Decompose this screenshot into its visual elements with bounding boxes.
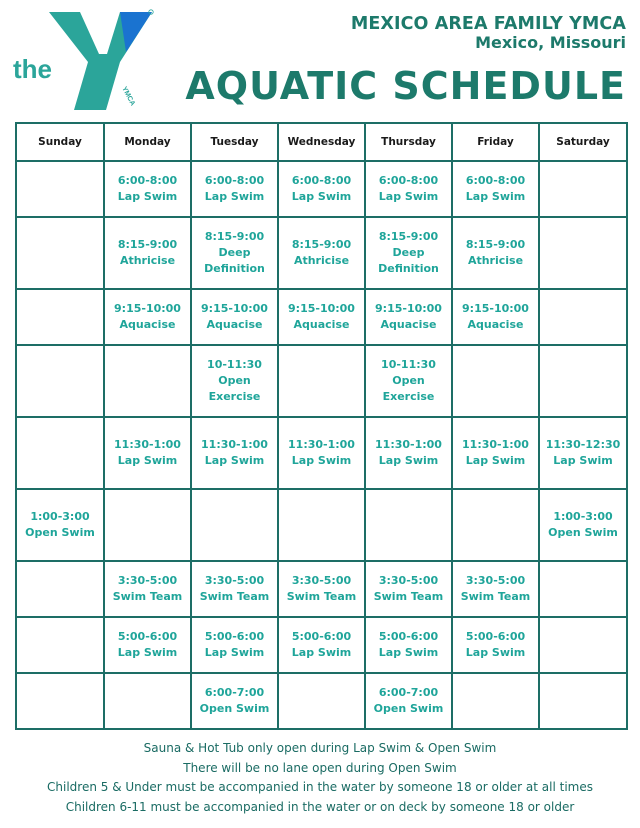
event-time: 9:15-10:00 bbox=[114, 302, 181, 315]
schedule-cell-tuesday bbox=[191, 673, 278, 729]
note-children-under-5: Children 5 & Under must be accompanied in the water by someone 18 or older at all times bbox=[47, 780, 593, 794]
schedule-table bbox=[15, 122, 628, 730]
schedule-cell-wednesday bbox=[278, 161, 365, 217]
event-name: Athricise bbox=[467, 254, 524, 267]
schedule-cell-wednesday bbox=[278, 489, 365, 561]
event-time: 6:00-7:00 bbox=[378, 686, 439, 699]
event-time: 10-11:30 bbox=[381, 358, 436, 371]
schedule-cell-tuesday bbox=[191, 217, 278, 289]
schedule-cell-sunday bbox=[16, 161, 104, 217]
schedule-cell-friday bbox=[452, 161, 539, 217]
event-name: Open Swim bbox=[548, 526, 618, 539]
schedule-cell-monday bbox=[104, 217, 191, 289]
schedule-row bbox=[16, 417, 627, 489]
schedule-cell-monday bbox=[104, 345, 191, 417]
event-name: Lap Swim bbox=[204, 190, 265, 203]
schedule-cell-monday bbox=[104, 673, 191, 729]
event-name: Lap Swim bbox=[378, 646, 439, 659]
schedule-cell-wednesday bbox=[278, 345, 365, 417]
schedule-cell-saturday bbox=[539, 617, 627, 673]
event-time: 3:30-5:00 bbox=[117, 574, 178, 587]
page-title: AQUATIC SCHEDULE bbox=[185, 64, 626, 108]
schedule-cell-wednesday bbox=[278, 561, 365, 617]
event-time: 5:00-6:00 bbox=[117, 630, 178, 643]
schedule-cell-thursday bbox=[365, 417, 452, 489]
event-name: Lap Swim bbox=[378, 190, 439, 203]
note-sauna: Sauna & Hot Tub only open during Lap Swim & Open Swim bbox=[143, 741, 497, 755]
event-time: 11:30-1:00 bbox=[462, 438, 529, 451]
event-name: Lap Swim bbox=[117, 190, 178, 203]
schedule-cell-tuesday bbox=[191, 561, 278, 617]
schedule-cell-friday bbox=[452, 217, 539, 289]
schedule-cell-monday bbox=[104, 561, 191, 617]
event-time: 1:00-3:00 bbox=[30, 510, 90, 523]
event-name: Athricise bbox=[119, 254, 176, 267]
org-name: MEXICO AREA FAMILY YMCA bbox=[350, 14, 626, 34]
event-name: Lap Swim bbox=[553, 454, 613, 467]
schedule-cell-sunday bbox=[16, 417, 104, 489]
schedule-cell-thursday bbox=[365, 289, 452, 345]
schedule-row bbox=[16, 673, 627, 729]
schedule-row bbox=[16, 617, 627, 673]
event-name: Aquacise bbox=[293, 318, 350, 331]
event-time: 5:00-6:00 bbox=[291, 630, 352, 643]
event-time: 8:15-9:00 bbox=[204, 230, 265, 243]
event-name: Athricise bbox=[293, 254, 350, 267]
ymca-logo bbox=[12, 6, 162, 112]
schedule-cell-friday bbox=[452, 289, 539, 345]
event-name: Swim Team bbox=[373, 590, 444, 603]
schedule-cell-thursday bbox=[365, 345, 452, 417]
event-name: Aquacise bbox=[380, 318, 437, 331]
event-name: Open Swim bbox=[199, 702, 270, 715]
event-time: 8:15-9:00 bbox=[465, 238, 526, 251]
logo-word: the bbox=[13, 54, 52, 84]
event-time: 9:15-10:00 bbox=[201, 302, 268, 315]
note-no-lane: There will be no lane open during Open Swim bbox=[183, 760, 457, 775]
schedule-cell-sunday bbox=[16, 217, 104, 289]
schedule-cell-tuesday bbox=[191, 617, 278, 673]
day-header-row bbox=[16, 123, 627, 161]
schedule-row bbox=[16, 217, 627, 289]
event-name: Open Swim bbox=[25, 526, 95, 539]
event-time: 11:30-12:30 bbox=[545, 438, 621, 451]
schedule-cell-saturday bbox=[539, 673, 627, 729]
schedule-cell-wednesday bbox=[278, 673, 365, 729]
schedule-cell-saturday bbox=[539, 561, 627, 617]
event-name: Aquacise bbox=[206, 318, 263, 331]
schedule-cell-wednesday bbox=[278, 417, 365, 489]
event-time: 9:15-10:00 bbox=[288, 302, 355, 315]
schedule-cell-thursday bbox=[365, 561, 452, 617]
event-name: Lap Swim bbox=[465, 190, 526, 203]
schedule-cell-thursday bbox=[365, 489, 452, 561]
event-name: Lap Swim bbox=[204, 454, 265, 467]
schedule-cell-monday bbox=[104, 289, 191, 345]
event-time: 6:00-8:00 bbox=[465, 174, 526, 187]
schedule-row bbox=[16, 489, 627, 561]
event-time: 6:00-8:00 bbox=[204, 174, 265, 187]
event-time: 5:00-6:00 bbox=[465, 630, 526, 643]
event-time: 6:00-7:00 bbox=[204, 686, 265, 699]
schedule-header bbox=[16, 123, 627, 161]
event-time: 1:00-3:00 bbox=[553, 510, 613, 523]
schedule-cell-saturday bbox=[539, 489, 627, 561]
schedule-cell-saturday bbox=[539, 345, 627, 417]
event-time: 11:30-1:00 bbox=[201, 438, 268, 451]
schedule-cell-thursday bbox=[365, 673, 452, 729]
event-time: 9:15-10:00 bbox=[462, 302, 529, 315]
schedule-row bbox=[16, 561, 627, 617]
schedule-cell-wednesday bbox=[278, 217, 365, 289]
event-name: Lap Swim bbox=[291, 190, 352, 203]
event-name: Definition bbox=[204, 262, 265, 275]
schedule-cell-tuesday bbox=[191, 345, 278, 417]
event-time: 9:15-10:00 bbox=[375, 302, 442, 315]
event-name: Lap Swim bbox=[117, 646, 178, 659]
schedule-cell-wednesday bbox=[278, 617, 365, 673]
event-time: 6:00-8:00 bbox=[378, 174, 439, 187]
schedule-cell-sunday bbox=[16, 489, 104, 561]
event-time: 3:30-5:00 bbox=[204, 574, 265, 587]
schedule-cell-thursday bbox=[365, 161, 452, 217]
schedule-cell-thursday bbox=[365, 217, 452, 289]
event-name: Lap Swim bbox=[465, 646, 526, 659]
event-name: Swim Team bbox=[460, 590, 531, 603]
schedule-row bbox=[16, 345, 627, 417]
event-time: 3:30-5:00 bbox=[291, 574, 352, 587]
event-time: 11:30-1:00 bbox=[375, 438, 442, 451]
event-name: Swim Team bbox=[286, 590, 357, 603]
schedule-cell-friday bbox=[452, 561, 539, 617]
schedule-notes bbox=[0, 739, 640, 817]
schedule-cell-monday bbox=[104, 161, 191, 217]
event-name: Open bbox=[392, 374, 425, 387]
schedule-row bbox=[16, 161, 627, 217]
event-name: Exercise bbox=[208, 390, 261, 403]
event-time: 5:00-6:00 bbox=[378, 630, 439, 643]
event-name: Open bbox=[218, 374, 251, 387]
event-time: 3:30-5:00 bbox=[378, 574, 439, 587]
day-header-thursday: Thursday bbox=[365, 123, 452, 161]
event-time: 10-11:30 bbox=[207, 358, 262, 371]
event-time: 11:30-1:00 bbox=[288, 438, 355, 451]
schedule-cell-monday bbox=[104, 489, 191, 561]
event-name: Lap Swim bbox=[465, 454, 526, 467]
schedule-cell-sunday bbox=[16, 673, 104, 729]
day-header-monday: Monday bbox=[104, 123, 191, 161]
event-name: Lap Swim bbox=[378, 454, 439, 467]
schedule-cell-tuesday bbox=[191, 161, 278, 217]
schedule-cell-sunday bbox=[16, 345, 104, 417]
schedule-cell-sunday bbox=[16, 617, 104, 673]
schedule-cell-thursday bbox=[365, 617, 452, 673]
event-time: 8:15-9:00 bbox=[378, 230, 439, 243]
day-header-friday: Friday bbox=[452, 123, 539, 161]
event-name: Lap Swim bbox=[291, 454, 352, 467]
day-header-sunday: Sunday bbox=[16, 123, 104, 161]
schedule-cell-saturday bbox=[539, 161, 627, 217]
event-time: 6:00-8:00 bbox=[117, 174, 178, 187]
event-name: Open Swim bbox=[373, 702, 444, 715]
event-name: Deep bbox=[218, 246, 251, 259]
event-name: Deep bbox=[392, 246, 425, 259]
schedule-body bbox=[16, 161, 627, 729]
schedule-cell-monday bbox=[104, 617, 191, 673]
schedule-cell-tuesday bbox=[191, 417, 278, 489]
schedule-cell-sunday bbox=[16, 289, 104, 345]
day-header-wednesday: Wednesday bbox=[278, 123, 365, 161]
event-name: Lap Swim bbox=[291, 646, 352, 659]
org-location: Mexico, Missouri bbox=[475, 33, 626, 52]
note-children-6-11: Children 6-11 must be accompanied in the water or on deck by someone 18 or older bbox=[65, 799, 575, 814]
event-time: 8:15-9:00 bbox=[291, 238, 352, 251]
event-name: Definition bbox=[378, 262, 439, 275]
schedule-cell-saturday bbox=[539, 289, 627, 345]
schedule-cell-tuesday bbox=[191, 289, 278, 345]
schedule-cell-saturday bbox=[539, 417, 627, 489]
event-name: Swim Team bbox=[199, 590, 270, 603]
event-name: Lap Swim bbox=[117, 454, 178, 467]
schedule-cell-saturday bbox=[539, 217, 627, 289]
event-name: Aquacise bbox=[467, 318, 524, 331]
schedule-cell-friday bbox=[452, 345, 539, 417]
schedule-row bbox=[16, 289, 627, 345]
event-time: 11:30-1:00 bbox=[114, 438, 181, 451]
event-time: 3:30-5:00 bbox=[465, 574, 526, 587]
schedule-cell-tuesday bbox=[191, 489, 278, 561]
event-name: Swim Team bbox=[112, 590, 183, 603]
schedule-cell-friday bbox=[452, 417, 539, 489]
schedule-cell-sunday bbox=[16, 561, 104, 617]
schedule-cell-monday bbox=[104, 417, 191, 489]
day-header-saturday: Saturday bbox=[539, 123, 627, 161]
event-time: 6:00-8:00 bbox=[291, 174, 352, 187]
schedule-cell-friday bbox=[452, 489, 539, 561]
day-header-tuesday: Tuesday bbox=[191, 123, 278, 161]
schedule-cell-wednesday bbox=[278, 289, 365, 345]
organization-block bbox=[351, 14, 626, 51]
event-time: 5:00-6:00 bbox=[204, 630, 265, 643]
schedule-cell-friday bbox=[452, 673, 539, 729]
schedule-cell-friday bbox=[452, 617, 539, 673]
event-name: Lap Swim bbox=[204, 646, 265, 659]
event-name: Aquacise bbox=[119, 318, 176, 331]
event-time: 8:15-9:00 bbox=[117, 238, 178, 251]
logo-mark-text: YMCA bbox=[120, 85, 137, 108]
event-name: Exercise bbox=[382, 390, 435, 403]
